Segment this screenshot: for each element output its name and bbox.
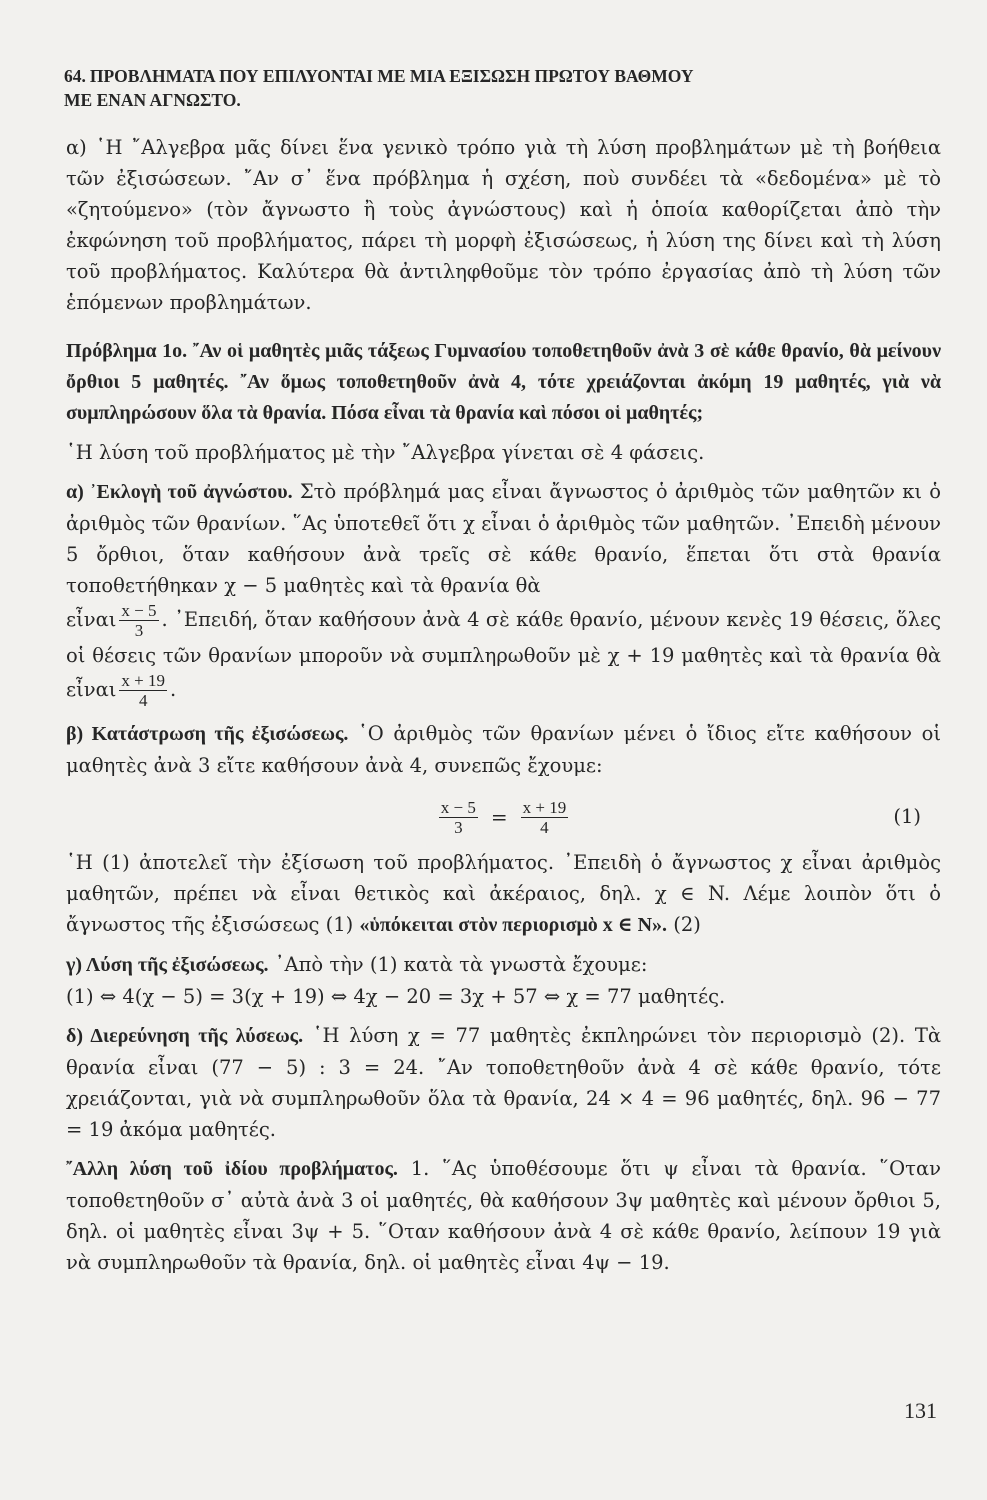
step-b-paragraph [66, 718, 941, 781]
fraction-numerator: x − 5 [121, 601, 157, 620]
intro-paragraph: α) ῾Η ῎Αλγεβρα μᾶς δίνει ἕνα γενικὸ τρόπο γιὰ τὴ λύση προβλημάτων μὲ τὴ βοήθεια τῶν ἐξισώσεων. ῎Αν σ᾽ ἕνα πρόβλημα ἡ σχέση, ποὺ συνδέει τὰ «δεδομένα» μὲ τὸ «ζητούμενο» (τὸν ἄγνωστο ἢ τοὺς ἀγνώστους) καὶ ἡ ὁποία καθορίζεται ἀπὸ τὴν ἐκφώνηση τοῦ προβλήματος, πάρει τὴ μορφὴ ἐξισώσεως, ἡ λύση της δίνει καὶ τὴ λύση τοῦ προβλήματος. Καλύτερα θὰ ἀντιληφθοῦμε τὸν τρόπο ἐργασίας ἀπὸ τὴ λύση τῶν ἑπόμενων προβλημάτων. [66, 136, 941, 314]
equation-left-fraction [439, 798, 478, 837]
step-b-after [66, 847, 941, 941]
step-b-constraint: «ὑπόκειται στὸν περιορισμὸ x ∈ N». [359, 914, 668, 936]
step-c-title: γ) Λύση τῆς ἐξισώσεως. [66, 954, 269, 976]
step-c-text: ᾿Απὸ τὴν (1) κατὰ τὰ γνωστὰ ἔχουμε: [274, 953, 648, 976]
step-a-continuation [66, 601, 941, 710]
fraction-numerator: x − 5 [440, 798, 476, 817]
equation-tag: (1) [893, 805, 921, 828]
phases-sentence: ῾Η λύση τοῦ προβλήματος μὲ τὴν ῎Αλγεβρα γίνεται σὲ 4 φάσεις. [66, 441, 705, 464]
step-b-constraint-tag: (2) [673, 913, 701, 936]
equation-body [436, 798, 571, 837]
section-heading [64, 64, 941, 112]
equals-sign: = [490, 805, 508, 829]
step-d-title: δ) Διερεύνηση τῆς λύσεως. [66, 1025, 304, 1047]
alt-solution-text: 1. ῞Ας ὑποθέσουμε ὅτι ψ εἶναι τὰ θρανία. ῞Οταν τοποθετηθοῦν σ᾽ αὐτὰ ἀνὰ 3 οἱ μαθητές, θὰ καθήσουν 3ψ μαθητὲς καὶ μένουν ὄρθιοι 5, δηλ. οἱ μαθητὲς εἶναι 3ψ + 5. ῞Οταν καθήσουν ἀνὰ 4 σὲ κάθε θρανίο, λείπουν 19 γιὰ νὰ συμπληρωθοῦν τὰ θρανία, δηλ. οἱ μαθητὲς εἶναι 4ψ − 19. [66, 1157, 941, 1274]
equation-1 [66, 791, 941, 841]
page-number: 131 [904, 1398, 937, 1423]
step-a-text-2-post: . ᾿Επειδή, ὅταν καθήσουν ἀνὰ 4 σὲ κάθε θρανίο, μένουν κενὲς 19 θέσεις, ὅλες οἱ θέσεις τῶν θρανίων μποροῦν νὰ συμπληρωθοῦν μὲ χ + 19 μαθητὲς καὶ τὰ θρανία θὰ εἶναι [66, 608, 941, 701]
fraction-denominator: 4 [138, 691, 148, 710]
equation-right-fraction [521, 798, 569, 837]
step-a-title: α) ᾿Εκλογὴ τοῦ ἀγνώστου. [66, 481, 293, 503]
step-a-text-1: Στὸ πρόβλημά μας εἶναι ἄγνωστος ὁ ἀριθμὸς τῶν μαθητῶν κι ὁ ἀριθμὸς τῶν θρανίων. ῞Ας ὑποτεθεῖ ὅτι χ εἶναι ὁ ἀριθμὸς τῶν μαθητῶν. ᾿Επειδὴ μένουν 5 ὄρθιοι, ὅταν καθήσουν ἀνὰ τρεῖς σὲ κάθε θρανίο, ἕπεται ὅτι στὰ θρανία τοποθετήθηκαν χ − 5 μαθητὲς καὶ τὰ θρανία θὰ [66, 480, 941, 597]
problem-statement: Πρόβλημα 1ο. ῎Αν οἱ μαθητὲς μιᾶς τάξεως Γυμνασίου τοποθετηθοῦν ἀνὰ 3 σὲ κάθε θρανίο, θὰ μείνουν ὄρθιοι 5 μαθητές. ῎Αν ὅμως τοποθετηθοῦν ἀνὰ 4, τότε χρειάζονται ἀκόμη 19 μαθητές, γιὰ νὰ συμπληρώσουν ὅλα τὰ θρανία. Πόσα εἶναι τὰ θρανία καὶ πόσοι οἱ μαθητές; [66, 340, 941, 424]
fraction-x-plus-19-over-4 [119, 671, 167, 710]
step-a-text-3: . [170, 678, 177, 701]
fraction-x-minus-5-over-3 [119, 601, 158, 640]
alt-solution-title: ῎Αλλη λύση τοῦ ἰδίου προβλήματος. [66, 1158, 398, 1180]
heading-line-1: ΠΡΟΒΛΗΜΑΤΑ ΠΟΥ ΕΠΙΛΥΟΝΤΑΙ ΜΕ ΜΙΑ ΕΞΙΣΩΣΗ ΠΡΩΤΟΥ ΒΑΘΜΟΥ [89, 66, 694, 86]
alt-solution-paragraph [66, 1153, 941, 1278]
step-b-text: ῾Ο ἀριθμὸς τῶν θρανίων μένει ὁ ἴδιος εἴτε καθήσουν οἱ μαθητὲς ἀνὰ 3 εἴτε καθήσουν ἀνὰ 4, συνεπῶς ἔχουμε: [66, 722, 942, 777]
step-b-after-text: ῾Η (1) ἀποτελεῖ τὴν ἐξίσωση τοῦ προβλήματος. ᾿Επειδὴ ὁ ἄγνωστος χ εἶναι ἀριθμὸς μαθητῶν, πρέπει νὰ εἶναι θετικὸς καὶ ἀκέραιος, δηλ. χ ∈ N. Λέμε λοιπὸν ὅτι ὁ ἄγνωστος τῆς ἐξισώσεως (1) [66, 851, 941, 936]
step-a-paragraph [66, 476, 941, 601]
step-c-paragraph [66, 949, 941, 981]
fraction-numerator: x + 19 [121, 671, 166, 690]
fraction-denominator: 4 [540, 818, 549, 837]
section-number: 64. [64, 66, 86, 86]
step-d-paragraph [66, 1020, 941, 1145]
step-b-title: β) Κατάστρωση τῆς ἐξισώσεως. [66, 723, 349, 745]
heading-line-2: ΜΕ ΕΝΑΝ ΑΓΝΩΣΤΟ. [64, 90, 241, 110]
fraction-numerator: x + 19 [522, 798, 567, 817]
fraction-denominator: 3 [134, 621, 144, 640]
fraction-denominator: 3 [454, 818, 463, 837]
step-c-equation: (1) ⇔ 4(χ − 5) = 3(χ + 19) ⇔ 4χ − 20 = 3χ + 57 ⇔ χ = 77 μαθητές. [66, 985, 726, 1008]
step-d-text: ῾Η λύση χ = 77 μαθητὲς ἐκπληρώνει τὸν περιορισμὸ (2). Τὰ θρανία εἶναι (77 − 5) : 3 = 24. ῎Αν τοποθετηθοῦν ἀνὰ 4 σὲ κάθε θρανίο, τότε χρειάζονται, γιὰ νὰ συμπληρωθοῦν ὅλα τὰ θρανία, 24 × 4 = 96 μαθητές, δηλ. 96 − 77 = 19 ἀκόμα μαθητές. [66, 1024, 941, 1141]
step-a-text-2-pre: εἶναι [66, 608, 117, 631]
